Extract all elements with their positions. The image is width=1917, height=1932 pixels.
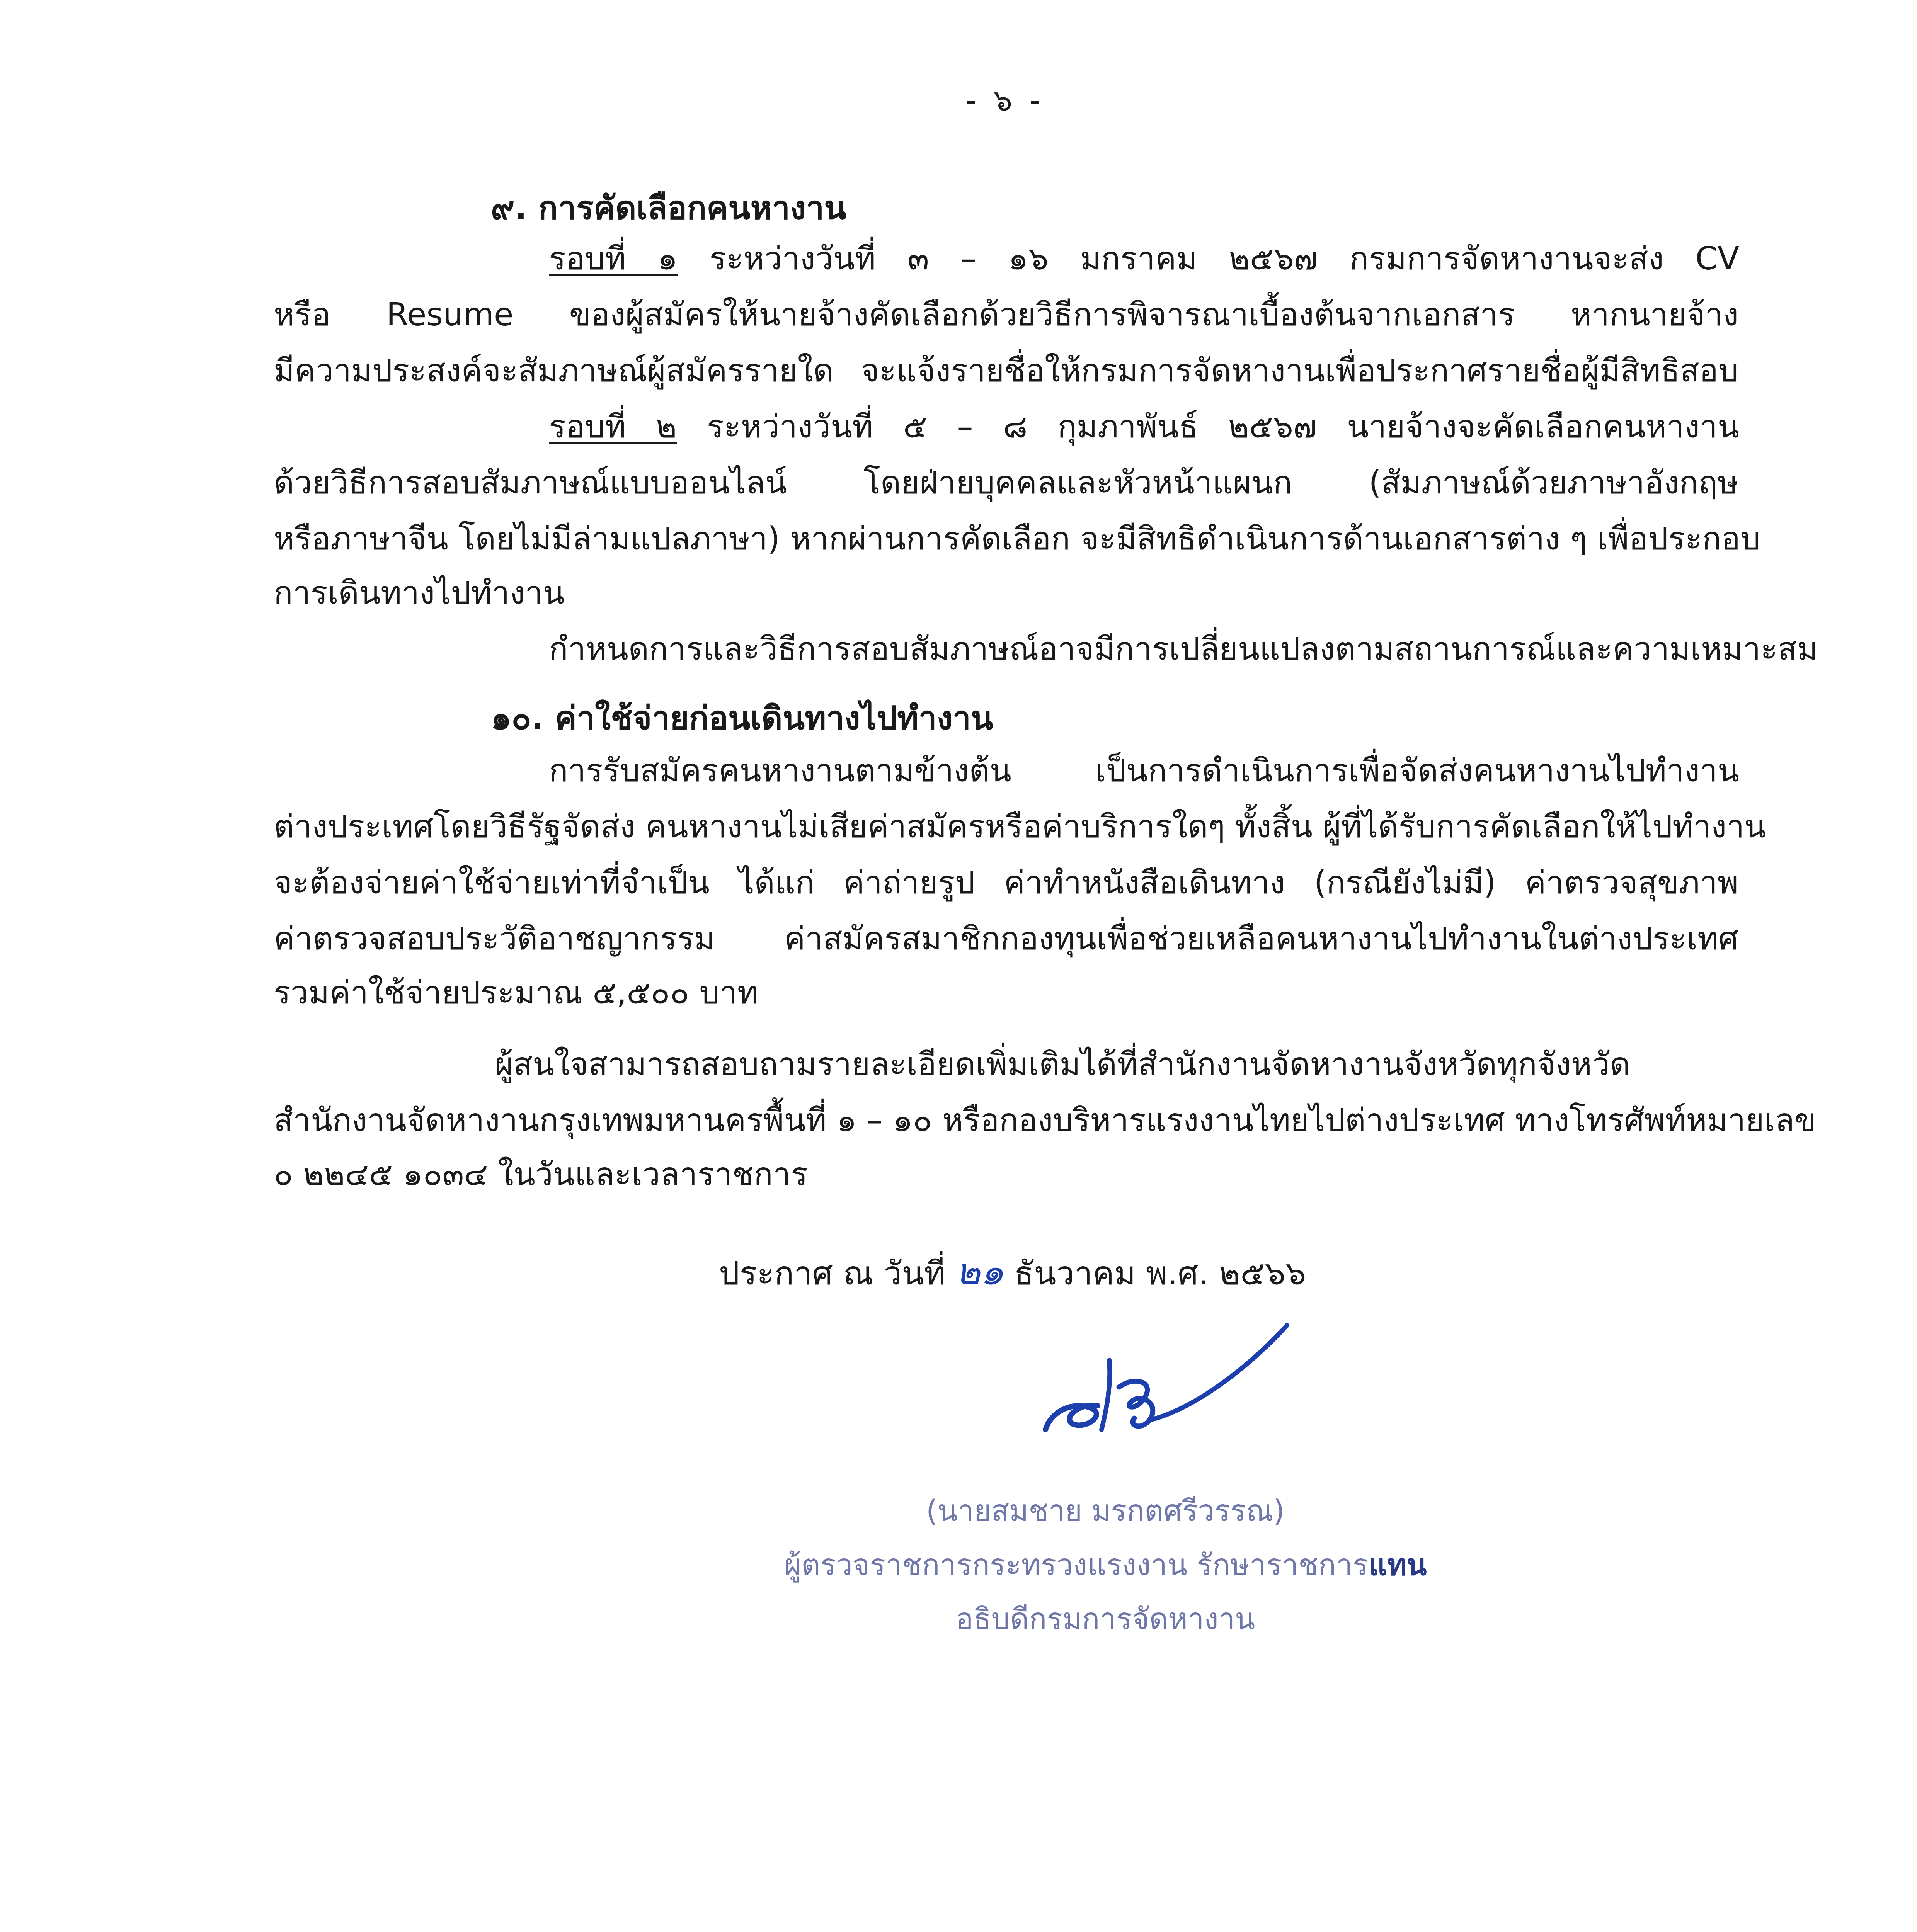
section-10-line3: จะต้องจ่ายค่าใช้จ่ายเท่าที่จำเป็น ได้แก่ ค่าถ่ายรูป ค่าทำหนังสือเดินทาง (กรณียังไม่มี) ค่าตรวจสุขภาพ	[274, 864, 1738, 901]
section-10-line5: รวมค่าใช้จ่ายประมาณ ๕,๕๐๐ บาท	[274, 975, 758, 1011]
section-9-note: กำหนดการและวิธีการสอบสัมภาษณ์อาจมีการเปลี่ยนแปลงตามสถานการณ์และความเหมาะสม	[549, 631, 1818, 667]
announcement-prefix: ประกาศ ณ วันที่	[719, 1254, 956, 1292]
signer-position-1a: ผู้ตรวจราชการกระทรวงแรงงาน รักษาราชการ	[784, 1548, 1369, 1582]
page-number: - ๖ -	[966, 83, 1044, 117]
signature	[1028, 1314, 1299, 1453]
section-9-round2-line3: หรือภาษาจีน โดยไม่มีล่ามแปลภาษา) หากผ่านการคัดเลือก จะมีสิทธิดำเนินการด้านเอกสารต่าง ๆ เพื่อประกอบ	[274, 520, 1760, 557]
section-10-line4: ค่าตรวจสอบประวัติอาชญากรรม ค่าสมัครสมาชิกกองทุนเพื่อช่วยเหลือคนหางานไปทำงานในต่างประเทศ	[274, 920, 1738, 957]
contact-line3: ๐ ๒๒๔๕ ๑๐๓๔ ในวันและเวลาราชการ	[274, 1156, 808, 1193]
round1-line1-rest: ระหว่างวันที่ ๓ – ๑๖ มกราคม ๒๕๖๗ กรมการจัดหางานจะส่ง CV	[678, 240, 1739, 277]
section-9-title: ๙. การคัดเลือกคนหางาน	[491, 189, 846, 227]
section-9-round2-line2: ด้วยวิธีการสอบสัมภาษณ์แบบออนไลน์ โดยฝ่ายบุคคลและหัวหน้าแผนก (สัมภาษณ์ด้วยภาษาอังกฤษ	[274, 464, 1738, 501]
section-9-round1-line2: หรือ Resume ของผู้สมัครให้นายจ้างคัดเลือกด้วยวิธีการพิจารณาเบื้องต้นจากเอกสาร หากนายจ้าง	[274, 296, 1738, 333]
signer-position-1b: แทน	[1368, 1548, 1427, 1582]
announcement-day: ๒๑	[955, 1250, 1004, 1293]
contact-line1: ผู้สนใจสามารถสอบถามรายละเอียดเพิ่มเติมได้ที่สำนักงานจัดหางานจังหวัดทุกจังหวัด	[495, 1046, 1631, 1083]
signer-position-1	[657, 1542, 1554, 1588]
announcement-date	[719, 1242, 1306, 1301]
section-9-round1-line1	[549, 236, 1739, 282]
signature-ink	[1028, 1314, 1299, 1453]
signer-name: (นายสมชาย มรกตศรีวรรณ)	[926, 1493, 1285, 1528]
signer-position-2: อธิบดีกรมการจัดหางาน	[955, 1602, 1255, 1636]
section-10-title: ๑๐. ค่าใช้จ่ายก่อนเดินทางไปทำงาน	[491, 699, 993, 737]
round1-label: รอบที่ ๑	[549, 240, 678, 277]
section-9-round1-line3: มีความประสงค์จะสัมภาษณ์ผู้สมัครรายใด จะแจ้งรายชื่อให้กรมการจัดหางานเพื่อประกาศรายชื่อผู้มีสิทธิสอบ	[274, 352, 1738, 389]
round2-line1-rest: ระหว่างวันที่ ๕ – ๘ กุมภาพันธ์ ๒๕๖๗ นายจ้างจะคัดเลือกคนหางาน	[677, 408, 1739, 445]
section-9-round2-line1	[549, 404, 1739, 450]
round2-label: รอบที่ ๒	[549, 408, 677, 445]
contact-line2: สำนักงานจัดหางานกรุงเทพมหานครพื้นที่ ๑ – ๑๐ หรือกองบริหารแรงงานไทยไปต่างประเทศ ทางโทรศัพท์หมายเลข	[274, 1102, 1816, 1139]
section-10-line2: ต่างประเทศโดยวิธีรัฐจัดส่ง คนหางานไม่เสียค่าสมัครหรือค่าบริการใดๆ ทั้งสิ้น ผู้ที่ได้รับการคัดเลือกให้ไปทำงาน	[274, 808, 1766, 845]
section-10-line1: การรับสมัครคนหางานตามข้างต้น เป็นการดำเนินการเพื่อจัดส่งคนหางานไปทำงาน	[549, 752, 1739, 789]
announcement-suffix: ธันวาคม พ.ศ. ๒๕๖๖	[1004, 1254, 1306, 1292]
section-9-round2-line4: การเดินทางไปทำงาน	[274, 575, 565, 611]
